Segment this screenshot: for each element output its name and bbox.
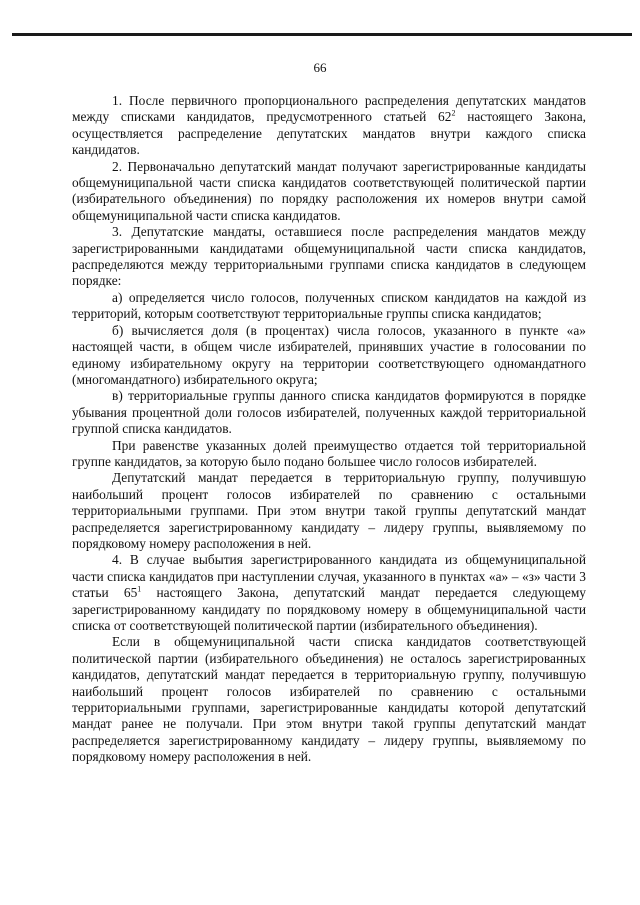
paragraph-1: 1. После первичного пропорционального распределения депутатских мандатов между списками кандидатов, предусмотренного статьей $62^2$ настоящего Закона, осуществляется распределение депутатских мандатов внутри каждого списка кандидатов. <box>72 93 586 158</box>
subparagraph-a: а) определяется число голосов, полученных списком кандидатов на каждой из территорий, которым соответствуют территориальные группы списка кандидатов; <box>72 289 586 322</box>
paragraph-no-candidates: Если в общемуниципальной части списка кандидатов соответствующей политической партии (избирательного объединения) не осталось зарегистрированных кандидатов, депутатский мандат передается в территориальную группу, получившую наибольший процент голосов избирателей по сравнению с остальными территориальными группами, зарегистрированные кандидаты которой депутатский мандат ранее не получали. При этом внутри такой группы депутатский мандат распределяется зарегистрированному кандидату – лидеру группы, выявляемому по порядковому номеру расположения в ней. <box>72 634 586 765</box>
paragraph-mandate-transfer: Депутатский мандат передается в территориальную группу, получившую наибольший процент голосов избирателей по сравнению с остальными территориальными группами. При этом внутри такой группы депутатский мандат распределяется зарегистрированному кандидату – лидеру группы, выявляемому по порядковому номеру расположения в ней. <box>72 470 586 551</box>
paragraph-equal-shares: При равенстве указанных долей преимущество отдается той территориальной группе кандидатов, за которую было подано большее число голосов избирателей. <box>72 437 586 469</box>
paragraph-4: 4. В случае выбытия зарегистрированного кандидата из общемуниципальной части списка кандидатов при наступлении случая, указанного в пунктах «а» – «з» части 3 статьи $65^1$ настоящего Закона, депутатский мандат передается следующему зарегистрированному кандидату по порядковому номеру в общемуниципальной части списка от соответствующей политической партии (избирательного объединения). <box>72 552 586 633</box>
paragraph-3: 3. Депутатские мандаты, оставшиеся после распределения мандатов между зарегистрированными кандидатами общемуниципальной части списка кандидатов, распределяются между территориальными группами списка кандидатов в следующем порядке: <box>72 224 586 289</box>
header-rule <box>12 33 632 36</box>
superscript: 2 <box>451 108 456 118</box>
superscript: 1 <box>137 584 142 594</box>
document-body <box>72 93 586 766</box>
paragraph-2: 2. Первоначально депутатский мандат получают зарегистрированные кандидаты общемуниципальной части списка кандидатов соответствующей политической партии (избирательного объединения) по порядку расположения их номеров внутри самой общемуниципальной части списка кандидатов. <box>72 158 586 223</box>
page-number: 66 <box>313 60 327 75</box>
subparagraph-v: в) территориальные группы данного списка кандидатов формируются в порядке убывания процентной доли голосов избирателей, полученных каждой территориальной группой списка кандидатов. <box>72 388 586 437</box>
subparagraph-b: б) вычисляется доля (в процентах) числа голосов, указанного в пункте «а» настоящей части, в общем числе избирателей, принявших участие в голосовании по единому избирательному округу на территории соответствующего одномандатного (многомандатного) избирательного округа; <box>72 322 586 387</box>
